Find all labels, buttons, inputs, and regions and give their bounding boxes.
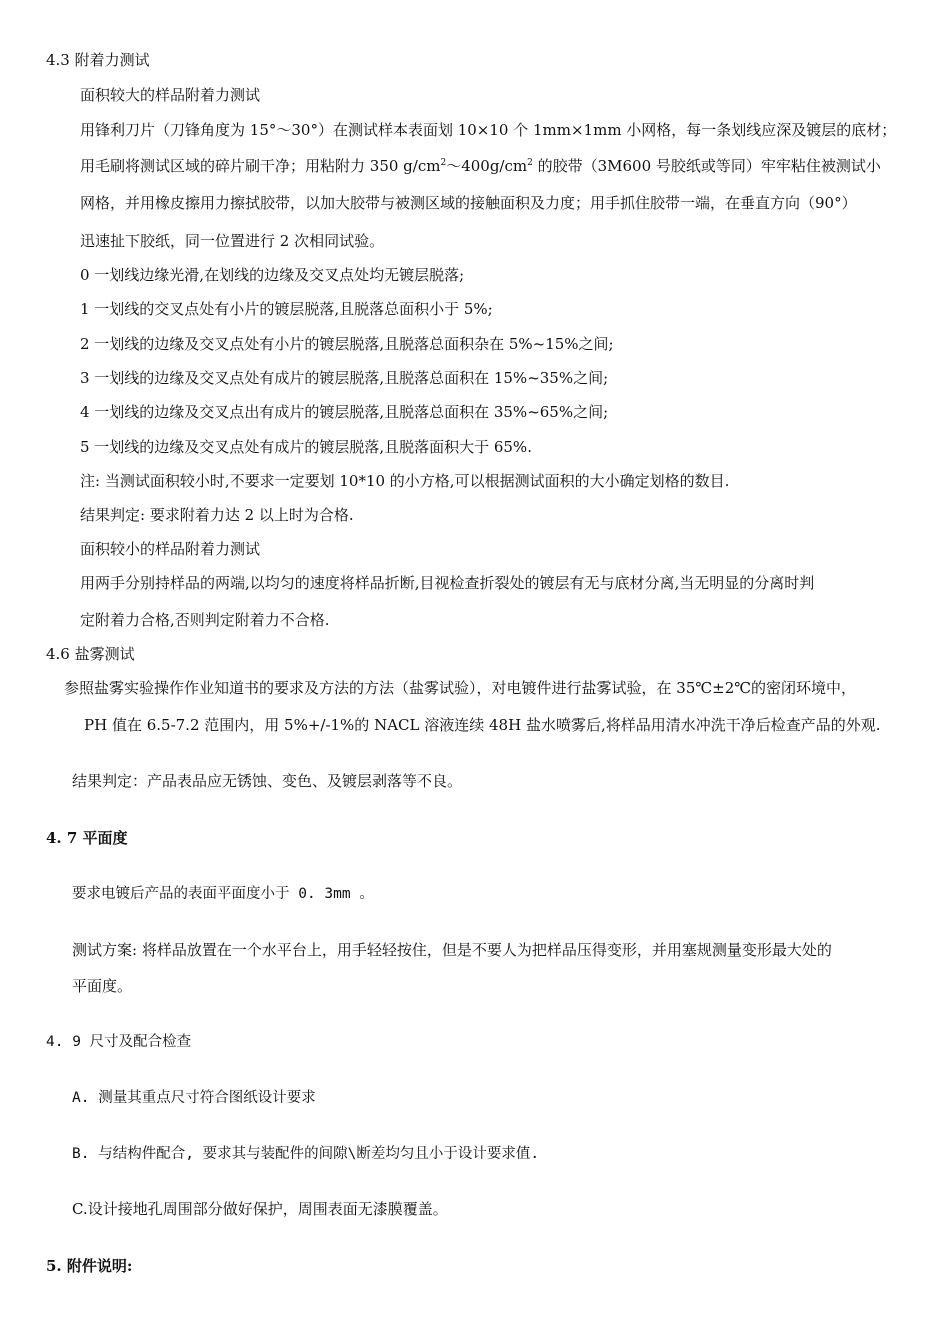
procedure-line-2-part-a: 用毛刷将测试区域的碎片刷干净；用粘附力 350 g/cm — [80, 157, 441, 175]
large-sample-title: 面积较大的样品附着力测试 — [80, 86, 261, 104]
salt-spray-result: 结果判定：产品表品应无锈蚀、变色、及镀层剥落等不良。 — [72, 772, 463, 790]
flatness-requirement: 要求电镀后产品的表面平面度小于 0. 3mm 。 — [72, 886, 374, 902]
section-4-7-heading: 4. 7 平面度 — [46, 829, 128, 847]
grade-item-1: 1 一划线的交叉点处有小片的镀层脱落,且脱落总面积小于 5%; — [80, 300, 493, 318]
superscript-2: 2 — [527, 158, 533, 168]
section-4-9-heading: 4. 9 尺寸及配合检查 — [46, 1034, 192, 1050]
dimension-item-a: A. 测量其重点尺寸符合图纸设计要求 — [72, 1090, 316, 1106]
superscript-1: 2 — [440, 158, 447, 168]
dimension-item-b: B. 与结构件配合, 要求其与装配件的间隙\断差均匀且小于设计要求值. — [72, 1146, 540, 1162]
grade-item-5: 5 一划线的边缘及交叉点处有成片的镀层脱落,且脱落面积大于 65%. — [80, 438, 532, 456]
small-sample-line-2: 定附着力合格,否则判定附着力不合格. — [80, 611, 330, 629]
grade-item-4: 4 一划线的边缘及交叉点出有成片的镀层脱落,且脱落总面积在 35%~65%之间; — [80, 403, 609, 421]
procedure-line-1: 用锋利刀片（刀锋角度为 15°～30°）在测试样本表面划 10×10 个 1mm×1mm 小网格，每一条划线应深及镀层的底材； — [80, 121, 897, 139]
result-text: 结果判定: 要求附着力达 2 以上时为合格. — [80, 506, 354, 524]
salt-spray-line-2: PH 值在 6.5-7.2 范围内，用 5%+/-1%的 NACL 溶液连续 48H 盐水喷雾后,将样品用清水冲洗干净后检查产品的外观. — [84, 716, 881, 734]
small-sample-line-1: 用两手分别持样品的两端,以均匀的速度将样品折断,目视检查折裂处的镀层有无与底材分离,当无明显的分离时判 — [80, 574, 815, 592]
procedure-line-4: 迅速扯下胶纸，同一位置进行 2 次相同试验。 — [80, 232, 385, 250]
section-4-6-heading: 4.6 盐雾测试 — [46, 645, 135, 663]
procedure-line-2-part-c: 的胶带（3M600 号胶纸或等同）牢牢粘住被测试小 — [532, 157, 881, 175]
grade-item-3: 3 一划线的边缘及交叉点处有成片的镀层脱落,且脱落总面积在 15%~35%之间; — [80, 369, 609, 387]
small-sample-title: 面积较小的样品附着力测试 — [80, 540, 261, 558]
grade-item-0: 0 一划线边缘光滑,在划线的边缘及交叉点处均无镀层脱落; — [80, 266, 465, 284]
flatness-plan-line-1: 测试方案: 将样品放置在一个水平台上，用手轻轻按住，但是不要人为把样品压得变形，并用塞规测量变形最大处的 — [72, 941, 832, 959]
dimension-item-c: C.设计接地孔周围部分做好保护，周围表面无漆膜覆盖。 — [72, 1200, 448, 1218]
section-5-heading: 5. 附件说明: — [46, 1257, 133, 1275]
procedure-line-2-part-b: ～400g/cm — [446, 157, 528, 175]
procedure-line-3: 网格，并用橡皮擦用力擦拭胶带，以加大胶带与被测区域的接触面积及力度；用手抓住胶带一端，在垂直方向（90°） — [80, 194, 857, 212]
salt-spray-line-1: 参照盐雾实验操作作业知道书的要求及方法的方法（盐雾试验），对电镀件进行盐雾试验，在 35℃±2℃的密闭环境中， — [64, 679, 857, 697]
procedure-line-2 — [80, 156, 881, 176]
grade-item-2: 2 一划线的边缘及交叉点处有小片的镀层脱落,且脱落总面积杂在 5%~15%之间; — [80, 335, 614, 353]
flatness-plan-line-2: 平面度。 — [72, 977, 133, 995]
section-4-3-heading: 4.3 附着力测试 — [46, 51, 150, 69]
note-text: 注: 当测试面积较小时,不要求一定要划 10*10 的小方格,可以根据测试面积的大小确定划格的数目. — [80, 472, 730, 490]
